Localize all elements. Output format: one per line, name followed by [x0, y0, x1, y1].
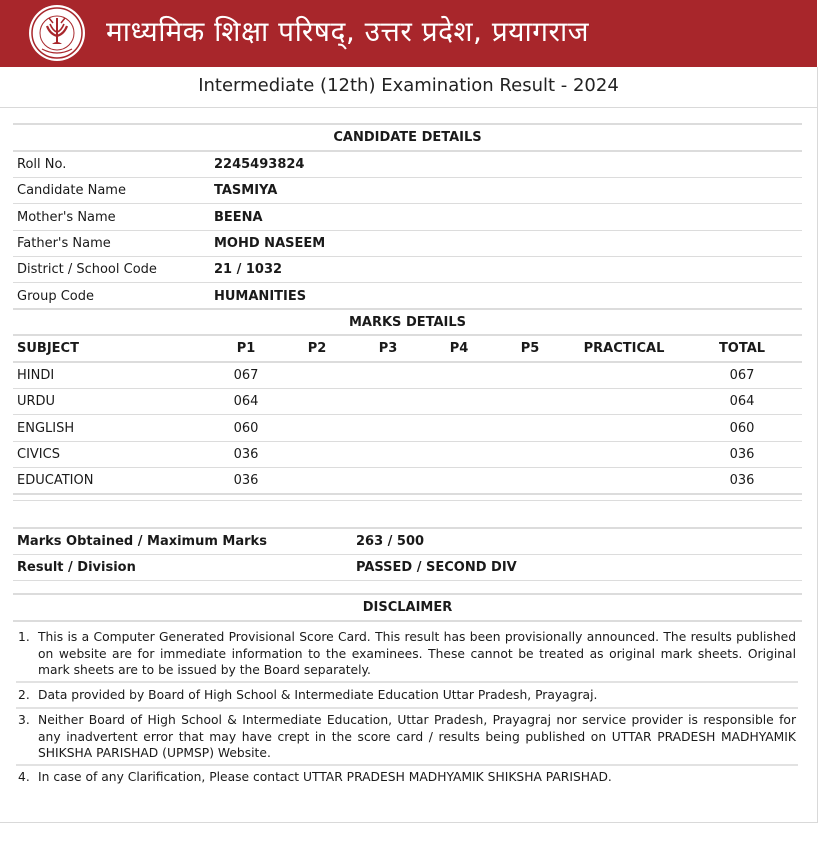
- disclaimer-item: [18, 712, 796, 762]
- p1-marks: 036: [233, 473, 259, 488]
- candidate-name-label: Candidate Name: [17, 183, 126, 198]
- marks-obtained-label: Marks Obtained / Maximum Marks: [17, 534, 267, 549]
- mother-name-label: Mother's Name: [17, 210, 116, 225]
- subject-name: URDU: [17, 394, 56, 409]
- candidate-name-value: TASMIYA: [214, 183, 278, 198]
- subject-name: HINDI: [17, 368, 55, 383]
- mother-name-value: BEENA: [214, 210, 263, 225]
- p1-marks: 060: [233, 421, 259, 436]
- disclaimer-item: [18, 769, 796, 786]
- disclaimer-item: [18, 629, 796, 679]
- divider: [13, 361, 802, 363]
- divider: [13, 493, 802, 495]
- divider: [16, 764, 798, 766]
- total-marks: 036: [729, 473, 755, 488]
- board-title: माध्यमिक शिक्षा परिषद्, उत्तर प्रदेश, प्रयागराज: [106, 15, 590, 48]
- p1-marks: 064: [233, 394, 259, 409]
- divider: [13, 203, 802, 204]
- district-school-code-label: District / School Code: [17, 262, 157, 277]
- disclaimer-text: Data provided by Board of High School & Intermediate Education Uttar Pradesh, Prayagraj.: [38, 688, 598, 702]
- column-header-p1: P1: [236, 341, 256, 356]
- roll-no-value: 2245493824: [214, 157, 305, 172]
- exam-title: Intermediate (12th) Examination Result - 2024: [0, 67, 817, 108]
- group-code-label: Group Code: [17, 289, 94, 304]
- total-marks: 036: [729, 447, 755, 462]
- divider: [13, 388, 802, 389]
- subject-name: EDUCATION: [17, 473, 94, 488]
- father-name-value: MOHD NASEEM: [214, 236, 326, 251]
- p1-marks: 067: [233, 368, 259, 383]
- divider: [13, 580, 802, 581]
- divider: [16, 707, 798, 709]
- divider: [13, 593, 802, 595]
- column-header-total: TOTAL: [718, 341, 766, 356]
- column-header-p5: P5: [520, 341, 540, 356]
- result-container: [0, 67, 818, 823]
- disclaimer-item: [18, 687, 796, 704]
- total-marks: 067: [729, 368, 755, 383]
- subject-name: ENGLISH: [17, 421, 75, 436]
- divider: [13, 414, 802, 415]
- divider: [13, 500, 802, 501]
- disclaimer-text: Neither Board of High School & Intermediate Education, Uttar Pradesh, Prayagraj nor service provider is responsible for any inadvertent error that may have crept in the score card / results being published on UTTAR PRADESH MADHYAMIK SHIKSHA PARISHAD (UPMSP) Website.: [38, 713, 796, 760]
- marks-obtained-value: 263 / 500: [356, 534, 425, 549]
- column-header-p3: P3: [378, 341, 398, 356]
- disclaimer-text: In case of any Clarification, Please contact UTTAR PRADESH MADHYAMIK SHIKSHA PARISHAD.: [38, 770, 612, 784]
- roll-no-label: Roll No.: [17, 157, 67, 172]
- divider: [13, 177, 802, 178]
- subject-name: CIVICS: [17, 447, 60, 462]
- marks-details-heading: MARKS DETAILS: [348, 315, 467, 330]
- column-header-practical: PRACTICAL: [583, 341, 665, 356]
- divider: [13, 123, 802, 125]
- divider: [13, 150, 802, 152]
- divider: [13, 256, 802, 257]
- total-marks: 064: [729, 394, 755, 409]
- divider: [13, 620, 802, 622]
- disclaimer-heading: DISCLAIMER: [362, 600, 453, 615]
- candidate-details-heading: CANDIDATE DETAILS: [333, 130, 482, 145]
- divider: [13, 230, 802, 231]
- up-government-seal-icon: [28, 4, 86, 62]
- total-marks: 060: [729, 421, 755, 436]
- divider: [13, 282, 802, 283]
- district-school-code-value: 21 / 1032: [214, 262, 283, 277]
- divider: [13, 334, 802, 336]
- disclaimer-number: 4.: [18, 770, 30, 784]
- father-name-label: Father's Name: [17, 236, 111, 251]
- divider: [13, 467, 802, 468]
- column-header-p4: P4: [449, 341, 469, 356]
- result-division-value: PASSED / SECOND DIV: [356, 560, 517, 575]
- divider: [13, 554, 802, 555]
- column-header-p2: P2: [307, 341, 327, 356]
- column-header-subject: SUBJECT: [17, 341, 79, 356]
- disclaimer-number: 2.: [18, 688, 30, 702]
- divider: [16, 681, 798, 683]
- disclaimer-number: 1.: [18, 630, 30, 644]
- p1-marks: 036: [233, 447, 259, 462]
- site-header: [0, 0, 817, 67]
- divider: [13, 441, 802, 442]
- disclaimer-number: 3.: [18, 713, 30, 727]
- group-code-value: HUMANITIES: [214, 289, 307, 304]
- disclaimer-text: This is a Computer Generated Provisional Score Card. This result has been provisionally announced. The results published on website are for immediate information to the examinees. These cannot be treated as original mark sheets. Original mark sheets are to be issued by the Board separately.: [38, 630, 796, 677]
- divider: [13, 527, 802, 529]
- result-division-label: Result / Division: [17, 560, 136, 575]
- divider: [13, 308, 802, 310]
